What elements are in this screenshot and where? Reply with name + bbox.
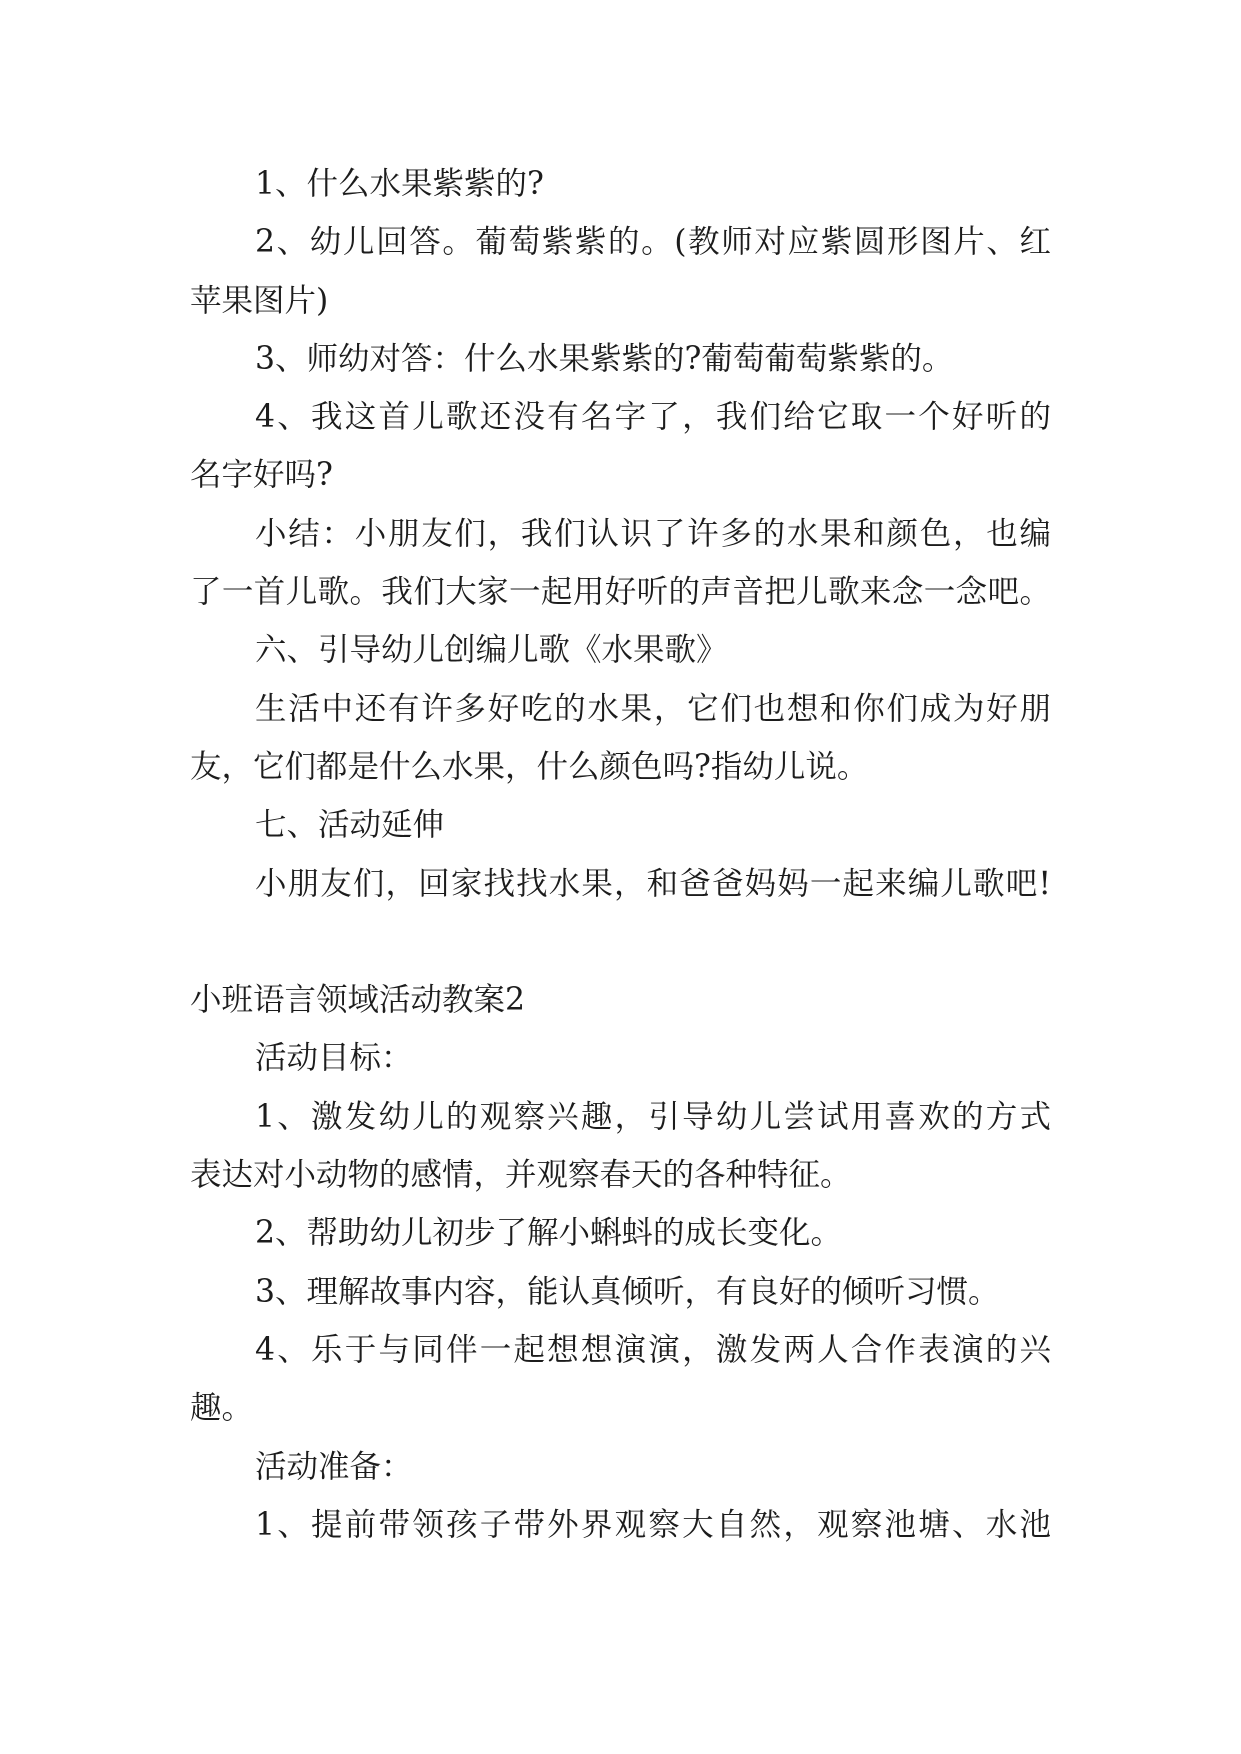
paragraph-line: 1、什么水果紫紫的?: [255, 166, 544, 202]
paragraph-line: 小朋友们，回家找找水果，和爸爸妈妈一起来编儿歌吧!: [255, 865, 1051, 902]
goals-heading: [190, 1029, 1051, 1087]
question-item-1: [190, 155, 1051, 213]
paragraph-line: 六、引导幼儿创编儿歌《水果歌》: [255, 632, 728, 669]
goal-item-4: [190, 1321, 1051, 1438]
paragraph-line: 活动准备：: [255, 1448, 413, 1485]
paragraph-line: 了一首儿歌。我们大家一起用好听的声音把儿歌来念一念吧。: [190, 574, 1051, 611]
goal-item-1: [190, 1088, 1051, 1205]
extension-paragraph: [190, 855, 1051, 913]
paragraph-line: 名字好吗?: [190, 457, 333, 494]
paragraph-line: 2、帮助幼儿初步了解小蝌蚪的成长变化。: [255, 1215, 843, 1252]
goal-item-2: [190, 1204, 1051, 1262]
answer-item-2: [190, 213, 1051, 330]
paragraph-line: 4、我这首儿歌还没有名字了，我们给它取一个好听的: [255, 399, 1051, 436]
document-page: [190, 155, 1051, 1554]
lesson-continuation: [190, 155, 1051, 913]
paragraph-line: 2、幼儿回答。葡萄紫紫的。(教师对应紫圆形图片、红: [255, 224, 1051, 261]
paragraph-line: 3、理解故事内容，能认真倾听，有良好的倾听习惯。: [255, 1273, 1000, 1310]
paragraph-line: 友，它们都是什么水果，什么颜色吗?指幼儿说。: [190, 748, 869, 785]
paragraph-line: 小结：小朋友们，我们认识了许多的水果和颜色，也编: [255, 515, 1051, 552]
paragraph-line: 七、活动延伸: [255, 807, 445, 844]
section-title: 小班语言领域活动教案2: [190, 982, 526, 1019]
paragraph-line: 3、师幼对答：什么水果紫紫的?葡萄葡萄紫紫的。: [255, 340, 954, 377]
preparation-heading: [190, 1438, 1051, 1496]
paragraph-line: 表达对小动物的感情，并观察春天的各种特征。: [190, 1157, 852, 1194]
paragraph-line: 1、提前带领孩子带外界观察大自然，观察池塘、水池: [255, 1506, 1051, 1543]
lesson-plan-2: [190, 971, 1051, 1554]
section-gap: [190, 913, 1051, 971]
creation-paragraph: [190, 680, 1051, 797]
paragraph-line: 苹果图片): [190, 282, 329, 319]
naming-item-4: [190, 388, 1051, 505]
preparation-item-1: [190, 1496, 1051, 1554]
paragraph-line: 4、乐于与同伴一起想想演演，激发两人合作表演的兴: [255, 1331, 1051, 1368]
step-seven-heading: [190, 796, 1051, 854]
paragraph-line: 1、激发幼儿的观察兴趣，引导幼儿尝试用喜欢的方式: [255, 1098, 1051, 1135]
goal-item-3: [190, 1263, 1051, 1321]
paragraph-line: 活动目标：: [255, 1040, 413, 1077]
paragraph-line: 趣。: [190, 1390, 254, 1427]
dialogue-item-3: [190, 330, 1051, 388]
summary-paragraph: [190, 505, 1051, 622]
step-six-heading: [190, 621, 1051, 679]
paragraph-line: 生活中还有许多好吃的水果，它们也想和你们成为好朋: [255, 690, 1051, 727]
